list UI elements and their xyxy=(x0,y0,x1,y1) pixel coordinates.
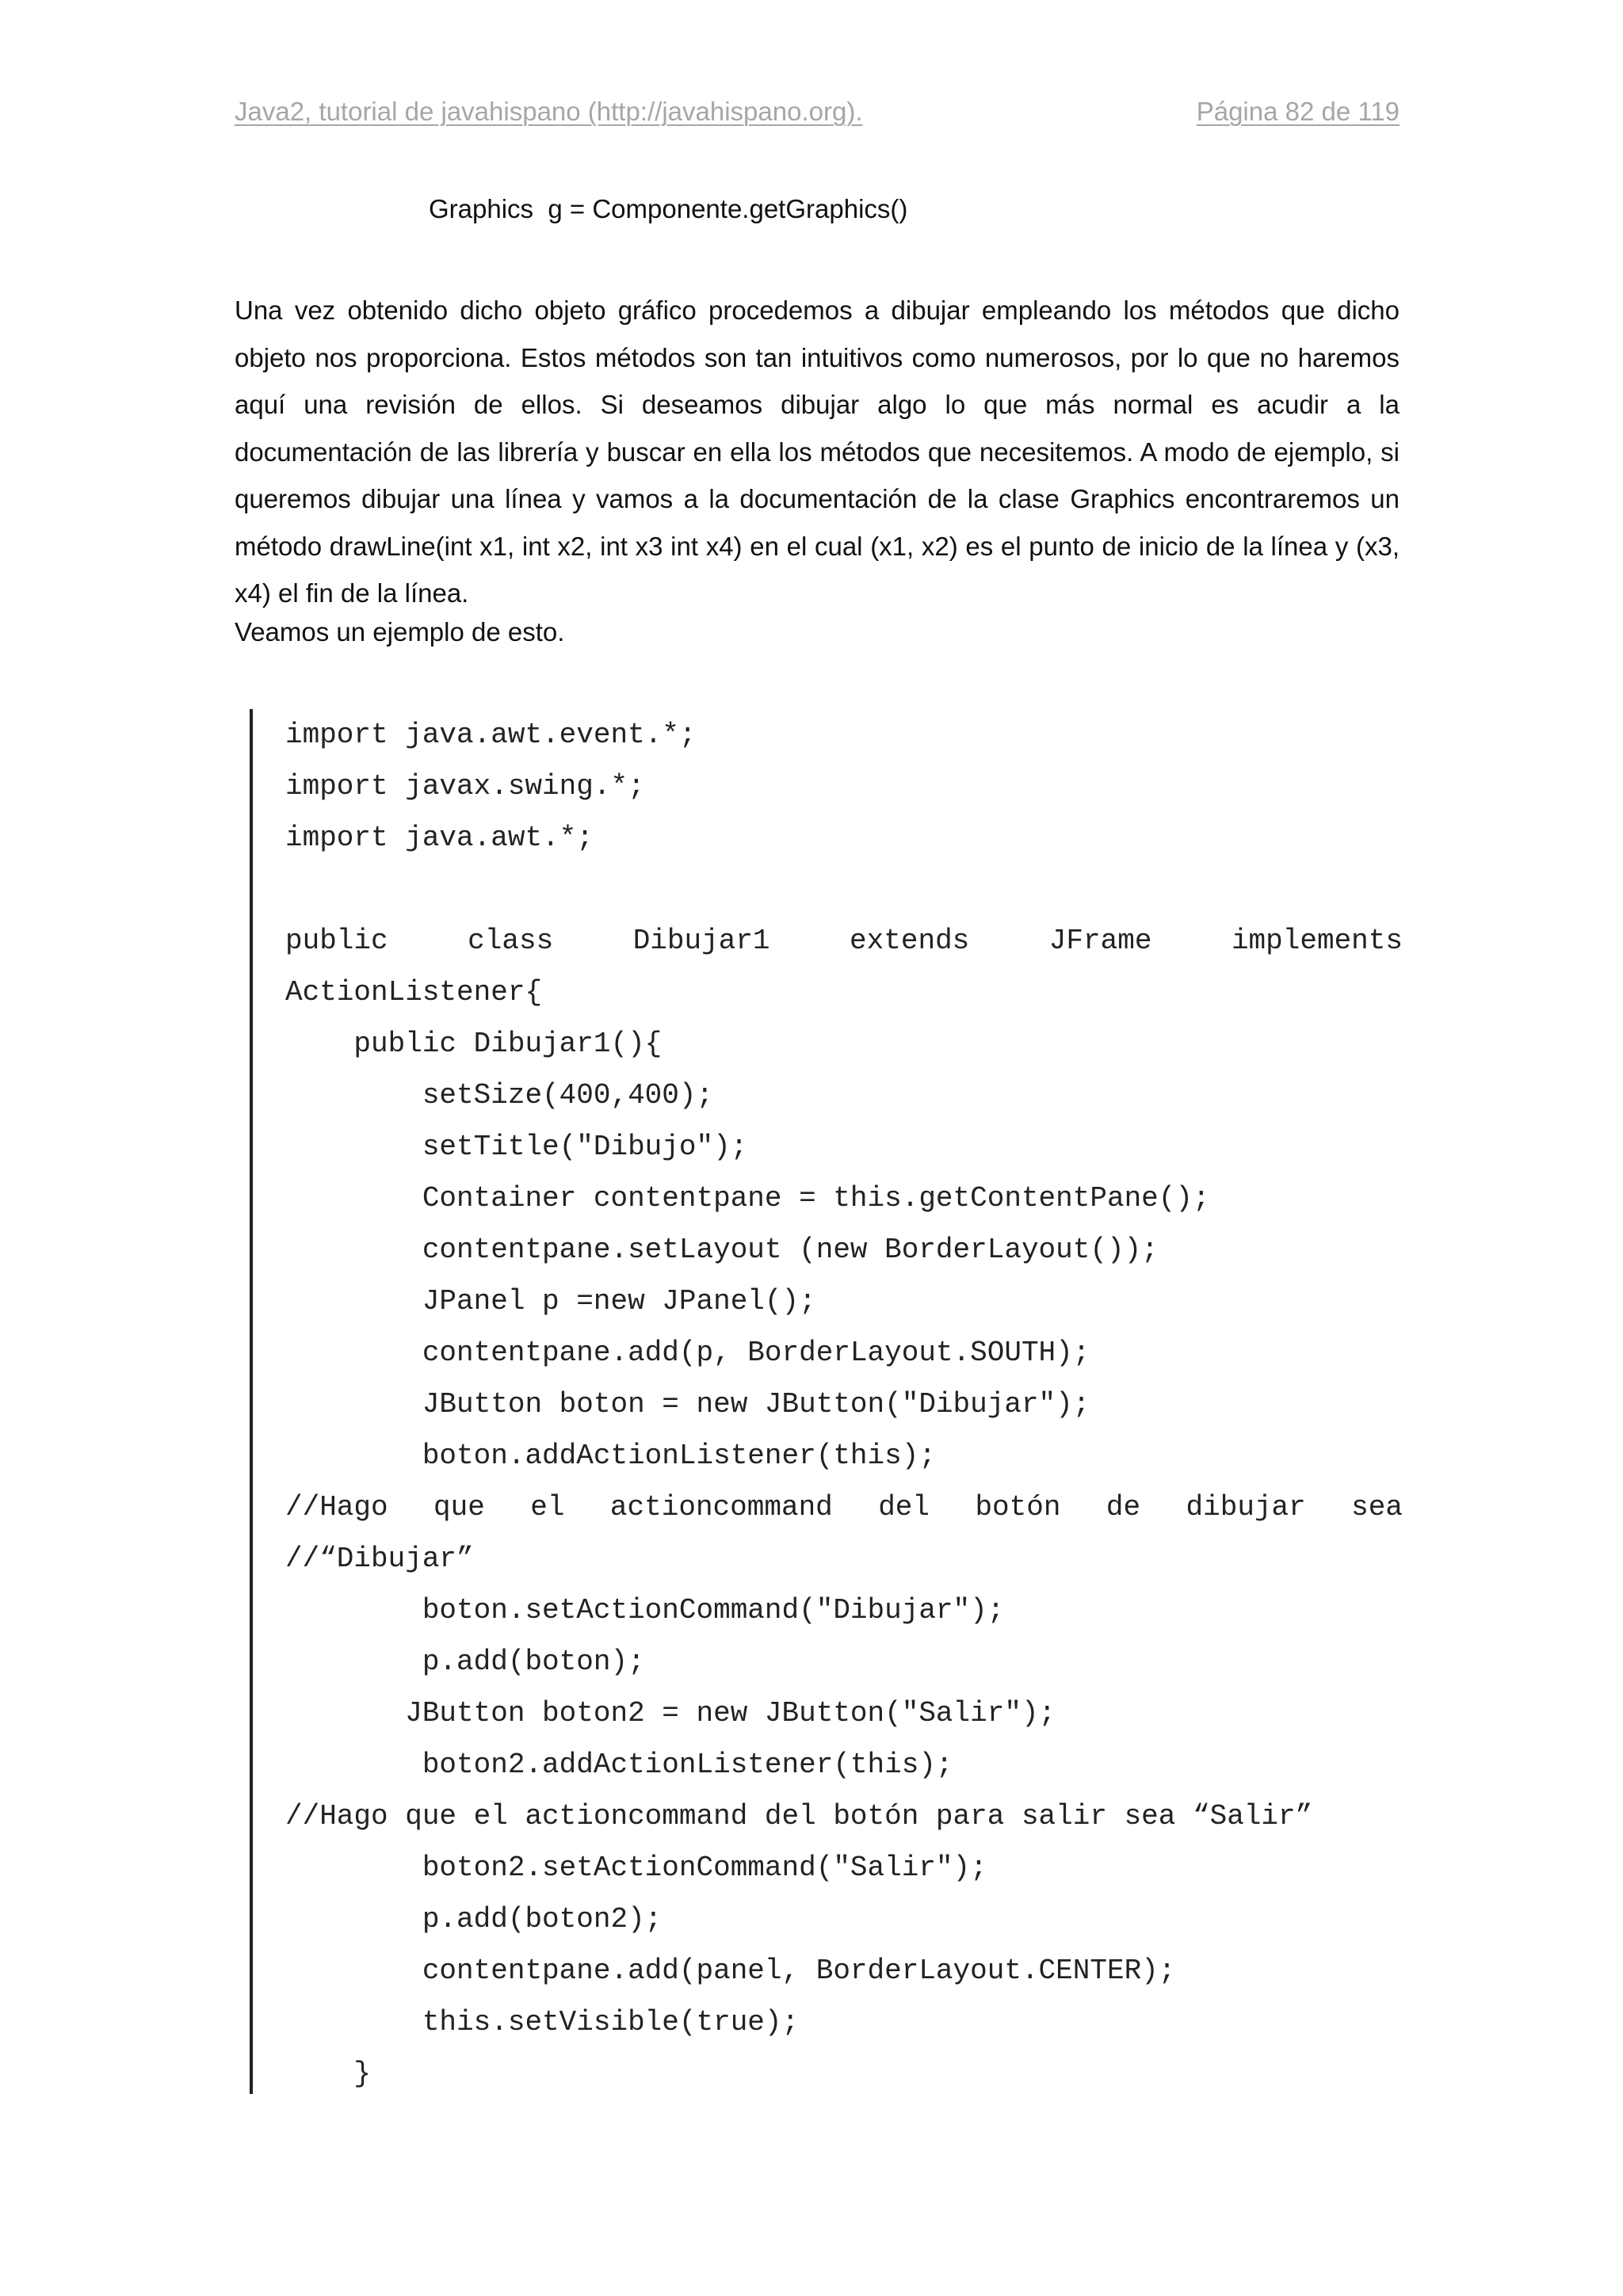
code-line xyxy=(285,864,1403,915)
code-line: boton.addActionListener(this); xyxy=(285,1440,936,1472)
code-line: } xyxy=(285,2058,372,2090)
code-line: JButton boton2 = new JButton("Salir"); xyxy=(285,1697,1056,1730)
code-line: boton2.setActionCommand("Salir"); xyxy=(285,1852,987,1884)
code-listing xyxy=(250,709,1403,2094)
code-line: boton2.addActionListener(this); xyxy=(285,1749,953,1781)
body-paragraph: Una vez obtenido dicho objeto gráfico procedemos a dibujar empleando los métodos que dicho objeto nos proporciona. Estos métodos son tan intuitivos como numerosos, por lo que no haremos aquí una revisión de ellos. Si deseamos dibujar algo lo que más normal es acudir a la documentación de las librería y buscar en ella los métodos que necesitemos. A modo de ejemplo, si queremos dibujar una línea y vamos a la documentación de la clase Graphics encontraremos un método drawLine(int x1, int x2, int x3 int x4) en el cual (x1, x2) es el punto de inicio de la línea y (x3, x4) el fin de la línea. xyxy=(235,296,1400,608)
code-line: import javax.swing.*; xyxy=(285,770,645,803)
body-paragraph-end: Veamos un ejemplo de esto. xyxy=(235,617,565,646)
code-line: contentpane.setLayout (new BorderLayout()); xyxy=(285,1234,1159,1266)
code-line: Container contentpane = this.getContentPane(); xyxy=(285,1182,1210,1215)
header-title: Java2, tutorial de javahispano (http://javahispano.org). xyxy=(235,97,863,126)
code-comment-line: //Hago que el actioncommand del botón de dibujar sea xyxy=(285,1491,1403,1524)
code-line: public Dibujar1(){ xyxy=(285,1028,663,1060)
code-line: JPanel p =new JPanel(); xyxy=(285,1285,816,1318)
code-line: JButton boton = new JButton("Dibujar"); xyxy=(285,1388,1090,1421)
graphics-snippet: Graphics g = Componente.getGraphics() xyxy=(429,194,908,223)
header-page-number: Página 82 de 119 xyxy=(1196,97,1400,126)
code-line: p.add(boton); xyxy=(285,1646,645,1678)
code-line: this.setVisible(true); xyxy=(285,2006,800,2039)
code-line: setTitle("Dibujo"); xyxy=(285,1131,748,1163)
code-line: boton.setActionCommand("Dibujar"); xyxy=(285,1594,1005,1627)
code-lines xyxy=(285,709,1403,2100)
code-line: contentpane.add(p, BorderLayout.SOUTH); xyxy=(285,1337,1090,1369)
code-line: import java.awt.*; xyxy=(285,822,594,854)
code-line: p.add(boton2); xyxy=(285,1903,663,1936)
code-line: public class Dibujar1 extends JFrame implements xyxy=(285,925,1403,957)
code-comment-line: //Hago que el actioncommand del botón para salir sea “Salir” xyxy=(285,1800,1313,1833)
code-line: setSize(400,400); xyxy=(285,1079,714,1112)
code-comment-line: //“Dibujar” xyxy=(285,1543,474,1575)
code-line: ActionListener{ xyxy=(285,976,543,1009)
code-line: import java.awt.event.*; xyxy=(285,719,697,751)
code-line: contentpane.add(panel, BorderLayout.CENTER); xyxy=(285,1955,1176,1987)
